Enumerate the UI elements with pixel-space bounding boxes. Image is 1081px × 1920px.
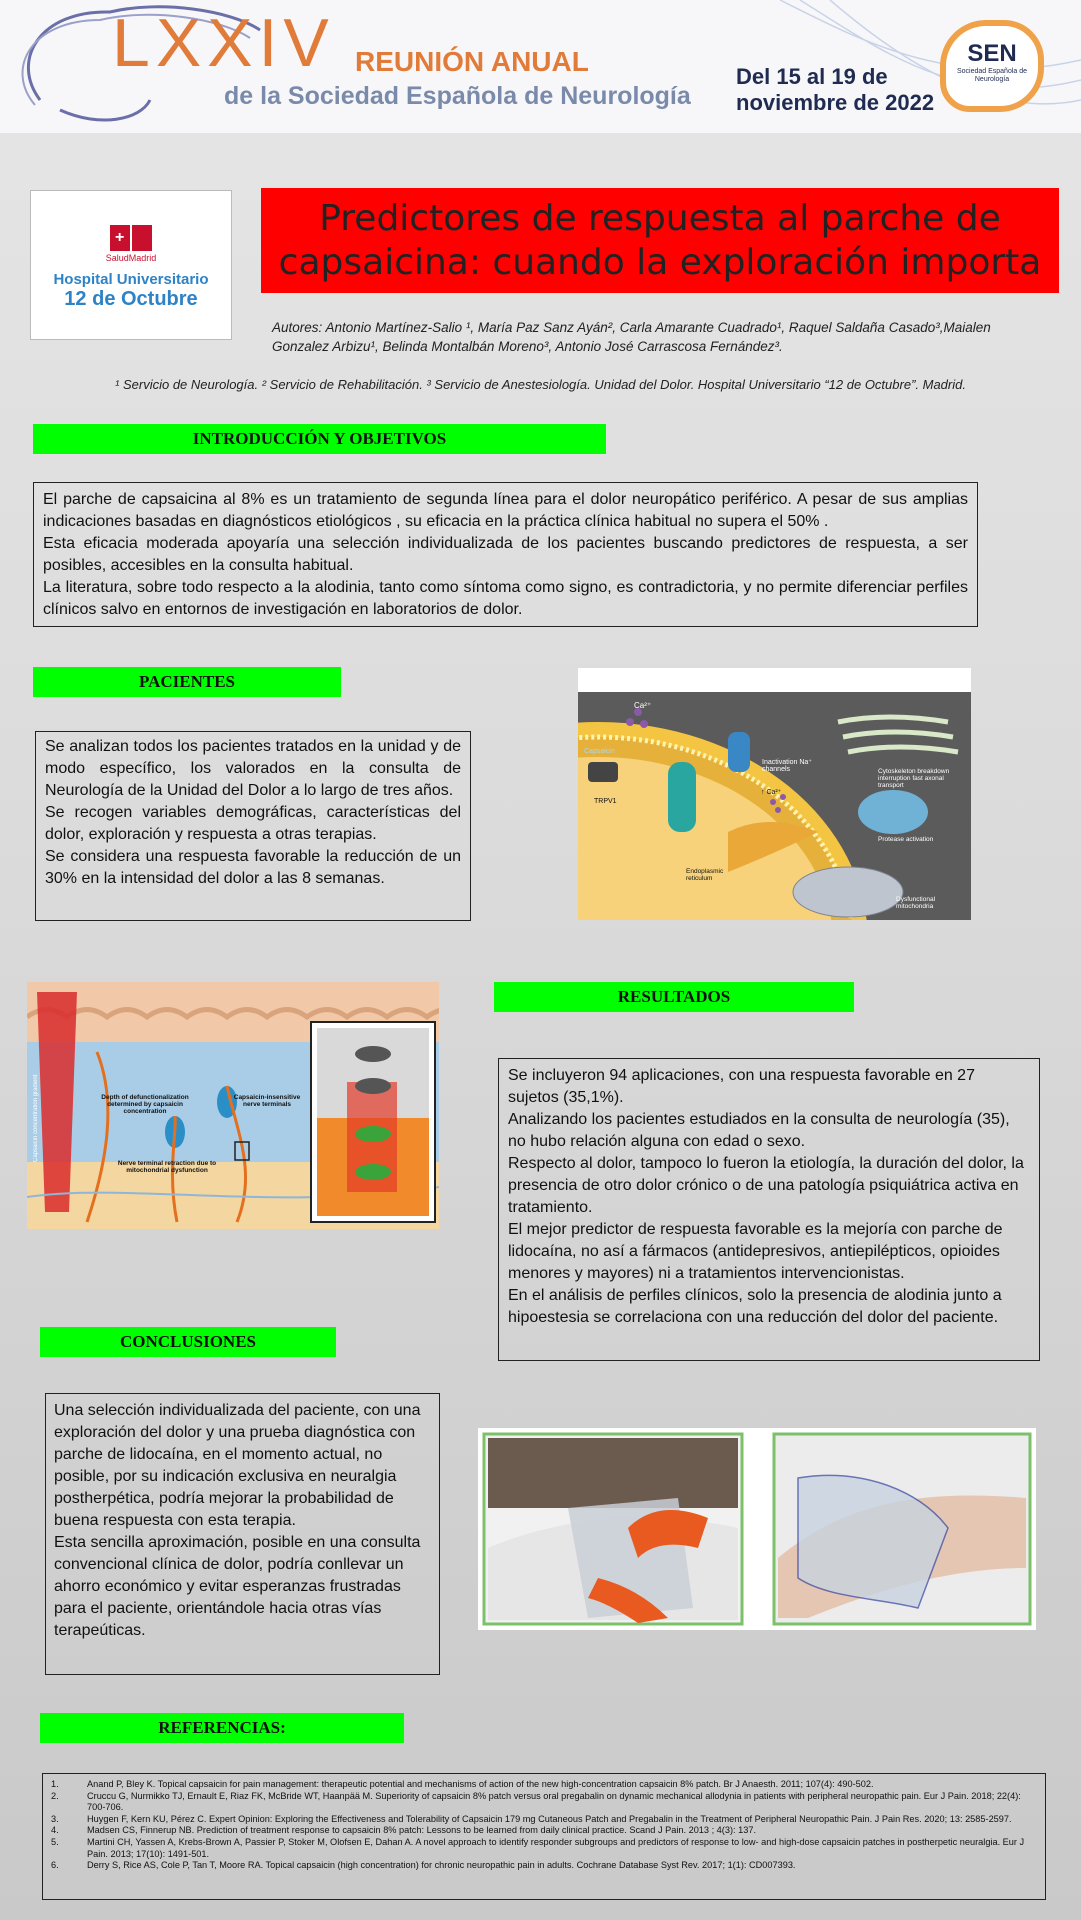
label-gradient: Capsaicin concentration gradient bbox=[33, 1074, 39, 1162]
dates-line-1: Del 15 al 19 de bbox=[736, 64, 888, 89]
sen-logo-text: SEN bbox=[967, 40, 1017, 67]
capsaicin-mechanism-figure bbox=[578, 668, 971, 920]
intro-paragraph: Esta eficacia moderada apoyaría una selección individualizada de los pacientes buscando predictores de respuesta, a ser posibles, accesibles en la consulta habitual. bbox=[43, 535, 968, 574]
intro-paragraph: La literatura, sobre todo respecto a la alodinia, tanto como síntoma como signo, es contradictoria, y no permite diferenciar perfiles clínicos salvo en entornos de investigación en laboratorios de dolor. bbox=[43, 579, 968, 618]
affiliations: ¹ Servicio de Neurología. ² Servicio de Rehabilitación. ³ Servicio de Anestesiología. Unidad del Dolor. Hospital Universitario “12 de Octubre”. Madrid. bbox=[115, 377, 966, 392]
reference-number: 1. bbox=[51, 1779, 59, 1789]
skin-defunctionalization-figure bbox=[27, 982, 439, 1229]
society-name: de la Sociedad Española de Neurología bbox=[224, 82, 691, 110]
reference-item bbox=[51, 1860, 1037, 1872]
meeting-dates bbox=[736, 64, 936, 116]
intro-paragraph: El parche de capsaicina al 8% es un tratamiento de segunda línea para el dolor neuropático periférico. A pesar de sus amplias indicaciones basadas en diagnósticos etiológicos , su eficacia en la práctica clínica habitual no supera el 50% . bbox=[43, 491, 968, 530]
label-insensitive: Capsaicin-insensitive nerve terminals bbox=[233, 1094, 301, 1108]
label-er: Endoplasmic reticulum bbox=[686, 868, 724, 882]
reference-text: Huygen F, Kern KU, Pérez C. Expert Opinion: Exploring the Effectiveness and Tolerability of Capsaicin 179 mg Cutaneous Patch and Pregabalin in the Treatment of Peripheral Neuropathic Pain. J Pain Res. 2020; 13: 2585-2597. bbox=[87, 1813, 1012, 1824]
results-paragraph: Respecto al dolor, tampoco lo fueron la etiología, la duración del dolor, la presencia de otro dolor crónico o de una patología psiquiátrica activa en tratamiento. bbox=[508, 1155, 1024, 1216]
reference-text: Cruccu G, Nurmikko TJ, Ernault E, Riaz FK, McBride WT, Haanpää M. Superiority of capsaicin 8% patch versus oral pregabalin on dynamic mechanical allodynia in patients with peripheral neuropathic pain. Eur J Pain. 2018; 22(4): 700-706. bbox=[87, 1790, 1021, 1813]
label-retraction: Nerve terminal retraction due to mitochondrial dysfunction bbox=[117, 1160, 217, 1174]
conclusions-heading: CONCLUSIONES bbox=[40, 1327, 336, 1357]
reference-number: 5. bbox=[51, 1836, 59, 1847]
patients-paragraph: Se recogen variables demográficas, características del dolor, exploración y respuesta a otras terapias. bbox=[45, 804, 461, 843]
patients-paragraph: Se considera una respuesta favorable la reducción de un 30% en la intensidad del dolor a las 8 semanas. bbox=[45, 848, 461, 887]
reference-text: Martini CH, Yassen A, Krebs-Brown A, Passier P, Stoker M, Olofsen E, Dahan A. A novel approach to identify responder subgroups and predictors of response to low- and high-dose capsaicin patches in postherpetic neuralgia. Eur J Pain. 2013; 17(10): 1491-501. bbox=[87, 1836, 1025, 1859]
patients-heading: PACIENTES bbox=[33, 667, 341, 697]
hospital-brand: SaludMadrid bbox=[105, 253, 157, 263]
reference-item bbox=[51, 1814, 1037, 1826]
sen-logo bbox=[940, 20, 1044, 112]
reference-number: 3. bbox=[51, 1813, 59, 1824]
results-paragraph: El mejor predictor de respuesta favorable es la mejoría con parche de lidocaína, no así a fármacos (antidepresivos, antiepilépticos, opioides menores y mayores) ni a tratamientos intervencionistas. bbox=[508, 1221, 1003, 1282]
label-inactivation: Inactivation Na⁺ channels bbox=[762, 759, 812, 773]
intro-box bbox=[33, 482, 978, 627]
capsaicin-mechanism-illustration bbox=[578, 692, 971, 920]
label-ca: Ca²⁺ bbox=[634, 701, 652, 710]
reference-number: 6. bbox=[51, 1860, 59, 1871]
patients-box bbox=[35, 731, 471, 921]
label-trpv1: TRPV1 bbox=[594, 798, 617, 805]
label-mitochondria: Dysfunctional mitochondria bbox=[896, 896, 936, 910]
conclusions-box bbox=[45, 1393, 440, 1675]
reference-text: Anand P, Bley K. Topical capsaicin for pain management: therapeutic potential and mechanisms of action of the new high-concentration capsaicin 8% patch. Br J Anaesth. 2011; 107(4): 490-502. bbox=[87, 1779, 874, 1789]
conclusions-paragraph: Esta sencilla aproximación, posible en una consulta convencional clínica de dolor, podría conllevar un ahorro económico y evitar esperanzas frustradas para el paciente, orientándole hacia otras vías terapeúticas. bbox=[54, 1534, 421, 1639]
label-capsaicin: Capsaicin bbox=[584, 748, 615, 755]
results-paragraph: En el análisis de perfiles clínicos, solo la presencia de alodinia junto a hipoestesia se correlaciona con una reducción del dolor del paciente. bbox=[508, 1287, 1002, 1326]
intro-heading: INTRODUCCIÓN Y OBJETIVOS bbox=[33, 424, 606, 454]
results-heading: RESULTADOS bbox=[494, 982, 854, 1012]
reference-text: Madsen CS, Finnerup NB. Prediction of treatment response to capsaicin 8% patch: Lessons to be learned from daily clinical practice. Scand J Pain. 2013 ; 4(3): 137. bbox=[87, 1825, 757, 1836]
meeting-title: REUNIÓN ANUAL bbox=[355, 46, 589, 77]
sen-logo-subtext: Sociedad Española de Neurología bbox=[956, 68, 1028, 83]
reference-item bbox=[51, 1791, 1037, 1814]
hospital-logo bbox=[30, 190, 232, 340]
results-box bbox=[498, 1058, 1040, 1361]
label-depth: Depth of defunctionalization determined by capsaicin concentration bbox=[101, 1094, 189, 1115]
references-heading: REFERENCIAS: bbox=[40, 1713, 404, 1743]
patch-photos bbox=[478, 1428, 1036, 1630]
poster-title bbox=[261, 188, 1059, 293]
salud-madrid-icon: + bbox=[110, 225, 152, 251]
authors: Autores: Antonio Martínez-Salio ¹, María Paz Sanz Ayán², Carla Amarante Cuadrado¹, Raquel Saldaña Casado³,Maialen Gonzalez Arbizu¹, Belinda Montalbán Moreno³, Antonio José Carrascosa Fernández³. bbox=[272, 320, 991, 354]
reference-number: 4. bbox=[51, 1825, 59, 1836]
hospital-name-line-1: Hospital Universitario bbox=[53, 271, 209, 288]
references-list bbox=[42, 1773, 1046, 1900]
results-paragraph: Se incluyeron 94 aplicaciones, con una respuesta favorable en 27 sujetos (35,1%). bbox=[508, 1067, 975, 1106]
patch-application-photos bbox=[478, 1428, 1036, 1630]
reference-text: Derry S, Rice AS, Cole P, Tan T, Moore RA. Topical capsaicin (high concentration) for chronic neuropathic pain in adults. Cochrane Database Syst Rev. 2017; 1(1): CD007393. bbox=[87, 1860, 796, 1871]
conference-banner bbox=[0, 0, 1081, 133]
reference-item bbox=[51, 1779, 1037, 1791]
edition-numeral: LXXIV bbox=[112, 5, 335, 81]
label-cytoskeleton: Cytoskeleton breakdown interruption fast axonal transport bbox=[878, 768, 950, 789]
dates-line-2: noviembre de 2022 bbox=[736, 90, 935, 115]
hospital-name-line-2: 12 de Octubre bbox=[64, 288, 198, 310]
poster-title-text: Predictores de respuesta al parche de capsaicina: cuando la exploración importa bbox=[278, 197, 1042, 283]
reference-item bbox=[51, 1837, 1037, 1860]
label-ca-in: ↑ Ca²⁺ bbox=[761, 789, 782, 796]
patients-paragraph: Se analizan todos los pacientes tratados en la unidad y de modo específico, los valorados en la consulta de Neurología de la Unidad del Dolor a lo largo de tres años. bbox=[45, 738, 461, 799]
reference-number: 2. bbox=[51, 1790, 59, 1801]
conclusions-paragraph: Una selección individualizada del paciente, con una exploración del dolor y una prueba diagnóstica con parche de lidocaína, en el momento actual, no posible, por su indicación exclusiva en neuralgia postherpética, podría mejorar la probabilidad de buena respuesta con esta terapia. bbox=[54, 1402, 421, 1529]
results-paragraph: Analizando los pacientes estudiados en la consulta de neurología (35), no hubo relación alguna con edad o sexo. bbox=[508, 1111, 1010, 1150]
reference-item bbox=[51, 1825, 1037, 1837]
label-protease: Protease activation bbox=[878, 836, 934, 843]
